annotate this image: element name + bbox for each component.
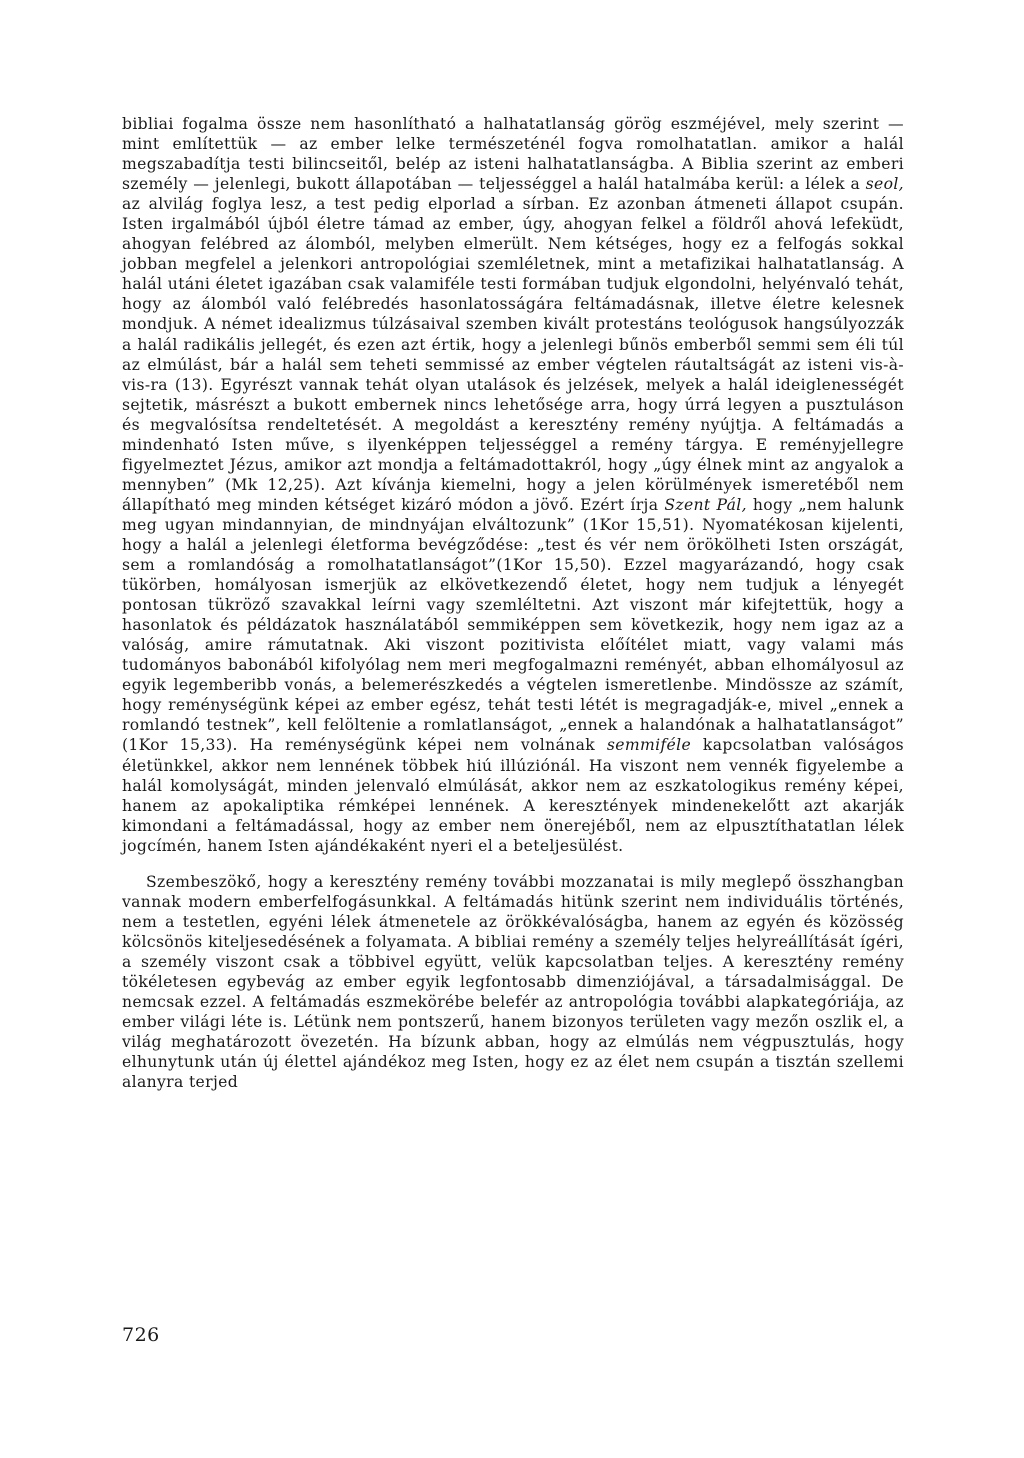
- paragraph-2: [122, 872, 904, 1093]
- para-1-italic-semmifele: semmiféle: [606, 736, 692, 755]
- para-1-text-3: hogy „nem halunk meg ugyan mindannyian, de mindnyájan elváltozunk” (1Kor 15,51). Nyomatékosan kijelenti, hogy a halál a jelenlegi életforma bevégződése: „test és vér nem örökölheti Isten országát, sem a romlandóság a romolhatatlanságot”(1Kor 15,50). Ezzel magyarázandó, hogy csak tükörben, homályosan ismerjük az elkövetkezendő életet, hogy nem tudjuk a lényegét pontosan tükröző szavakkal leírni vagy szemléltetni. Azt viszont már kifejtettük, hogy a hasonlatok és példázatok használatából semmiképpen sem következik, hogy nem igaz az a valóság, amire rámutatnak. Aki viszont pozitivista előítélet miatt, vagy valami más tudományos babonából kifolyólag nem meri megfogalmazni reményét, abban elhomályosul az egyik legemberibb vonás, a belemerészkedés a végtelen ismeretlenbe. Mindössze az számít, hogy reménységünk képei az ember egész, tehát testi létét is megragadják-e, mivel „ennek a romlandó testnek”, kell felöltenie a romlatlanságot, „ennek a halandónak a halhatatlanságot” (1Kor 15,33). Ha reménységünk képei nem volnának: [122, 495, 904, 755]
- page-number: 726: [122, 1324, 160, 1346]
- body-text: [122, 114, 904, 1092]
- para-1-text-2: az alvilág foglya lesz, a test pedig elporlad a sírban. Ez azonban átmeneti állapot csupán. Isten irgalmából újból életre támad az ember, úgy, ahogyan felkel a földről ahová lefeküdt, ahogyan felébred az álomból, melyben elmerült. Nem kétséges, hogy ez a felfogás sokkal jobban megfelel a jelenkori antropológiai szemléletnek, mint a metafizikai halhatatlanság. A halál utáni életet igazában csak valamiféle testi formában tudjuk elgondolni, helyénvaló tehát, hogy az álomból való felébredés hasonlatosságára feltámadásnak, illetve életre kelesnek mondjuk. A német idealizmus túlzásaival szemben kivált protestáns teológusok hangsúlyozzák a halál radikális jellegét, és ezen azt értik, hogy a jelenlegi bűnös emberből semmi sem éli túl az elmúlást, bár a halál sem teheti semmissé az ember végtelen ráutaltságát az isteni vis-à-vis-ra (13). Egyrészt vannak tehát olyan utalások és jelzések, melyek a halál ideiglenességét sejtetik, másrészt a bukott embernek nincs lehetősége arra, hogy úrrá legyen a pusztuláson és megvalósítsa rendeltetését. A megoldást a keresztény remény nyújtja. A feltámadás a mindenható Isten műve, s ilyenképpen teljességgel a remény tárgya. E reményjellegre figyelmeztet Jézus, amikor azt mondja a feltámadottakról, hogy „úgy élnek mint az angyalok a mennyben” (Mk 12,25). Azt kívánja kiemelni, hogy a jelen körülmények ismeretéből nem állapítható meg minden kétséget kizáró módon a jövő. Ezért írja: [122, 195, 904, 514]
- paragraph-1: [122, 114, 904, 856]
- para-2-text-1: Szembeszökő, hogy a keresztény remény további mozzanatai is mily meglepő összhangban vannak modern emberfelfogásunkkal. A feltámadás hitünk szerint nem individuális történés, nem a testetlen, egyéni lélek átmenetele az örökkévalóságba, hanem az egyén és közösség kölcsönös kiteljesedésének a folyamata. A bibliai remény a személy teljes helyreállítását ígéri, a személy viszont csak a többivel együtt, velük kapcsolatban teljes. A keresztény remény tökéletesen egybevág az ember egyik legfontosabb dimenziójával, a társadalmisággal. De nemcsak ezzel. A feltámadás eszmekörébe belefér az antropológia további alapkategóriája, az ember világi léte is. Létünk nem pontszerű, hanem bizonyos területen vagy mezőn oszlik el, a világ meghatározott övezetén. Ha bízunk abban, hogy az elmúlás nem végpusztulás, hogy elhunytunk után új élettel ajándékoz meg Isten, hogy ez az élet nem csupán a tisztán szellemi alanyra terjed: [122, 872, 904, 1092]
- para-1-text-1: bibliai fogalma össze nem hasonlítható a halhatatlanság görög eszméjével, mely szerint — mint említettük — az ember lelke természeténél fogva romolhatatlan. amikor a halál megszabadítja testi bilincseitől, belép az isteni halhatatlanságba. A Biblia szerint az emberi személy — jelenlegi, bukott állapotában — teljességgel a halál hatalmába kerül: a lélek a: [122, 115, 904, 194]
- para-1-text-4: kapcsolatban valóságos életünkkel, akkor nem lennének többek hiú illúziónál. Ha viszont nem vennék figyelembe a halál komolyságát, minden jelenvaló elmúlását, akkor nem az eszkatologikus remény képei, hanem az apokaliptika rémképei lennének. A keresztények mindenekelőtt azt akarják kimondani a feltámadással, hogy az ember nem önerejéből, nem az elpusztíthatatlan lélek jogcímén, hanem Isten ajándékaként nyeri el a beteljesülést.: [122, 736, 904, 855]
- para-1-italic-szent-pal: Szent Pál,: [664, 495, 747, 514]
- para-1-italic-seol: seol,: [865, 175, 904, 194]
